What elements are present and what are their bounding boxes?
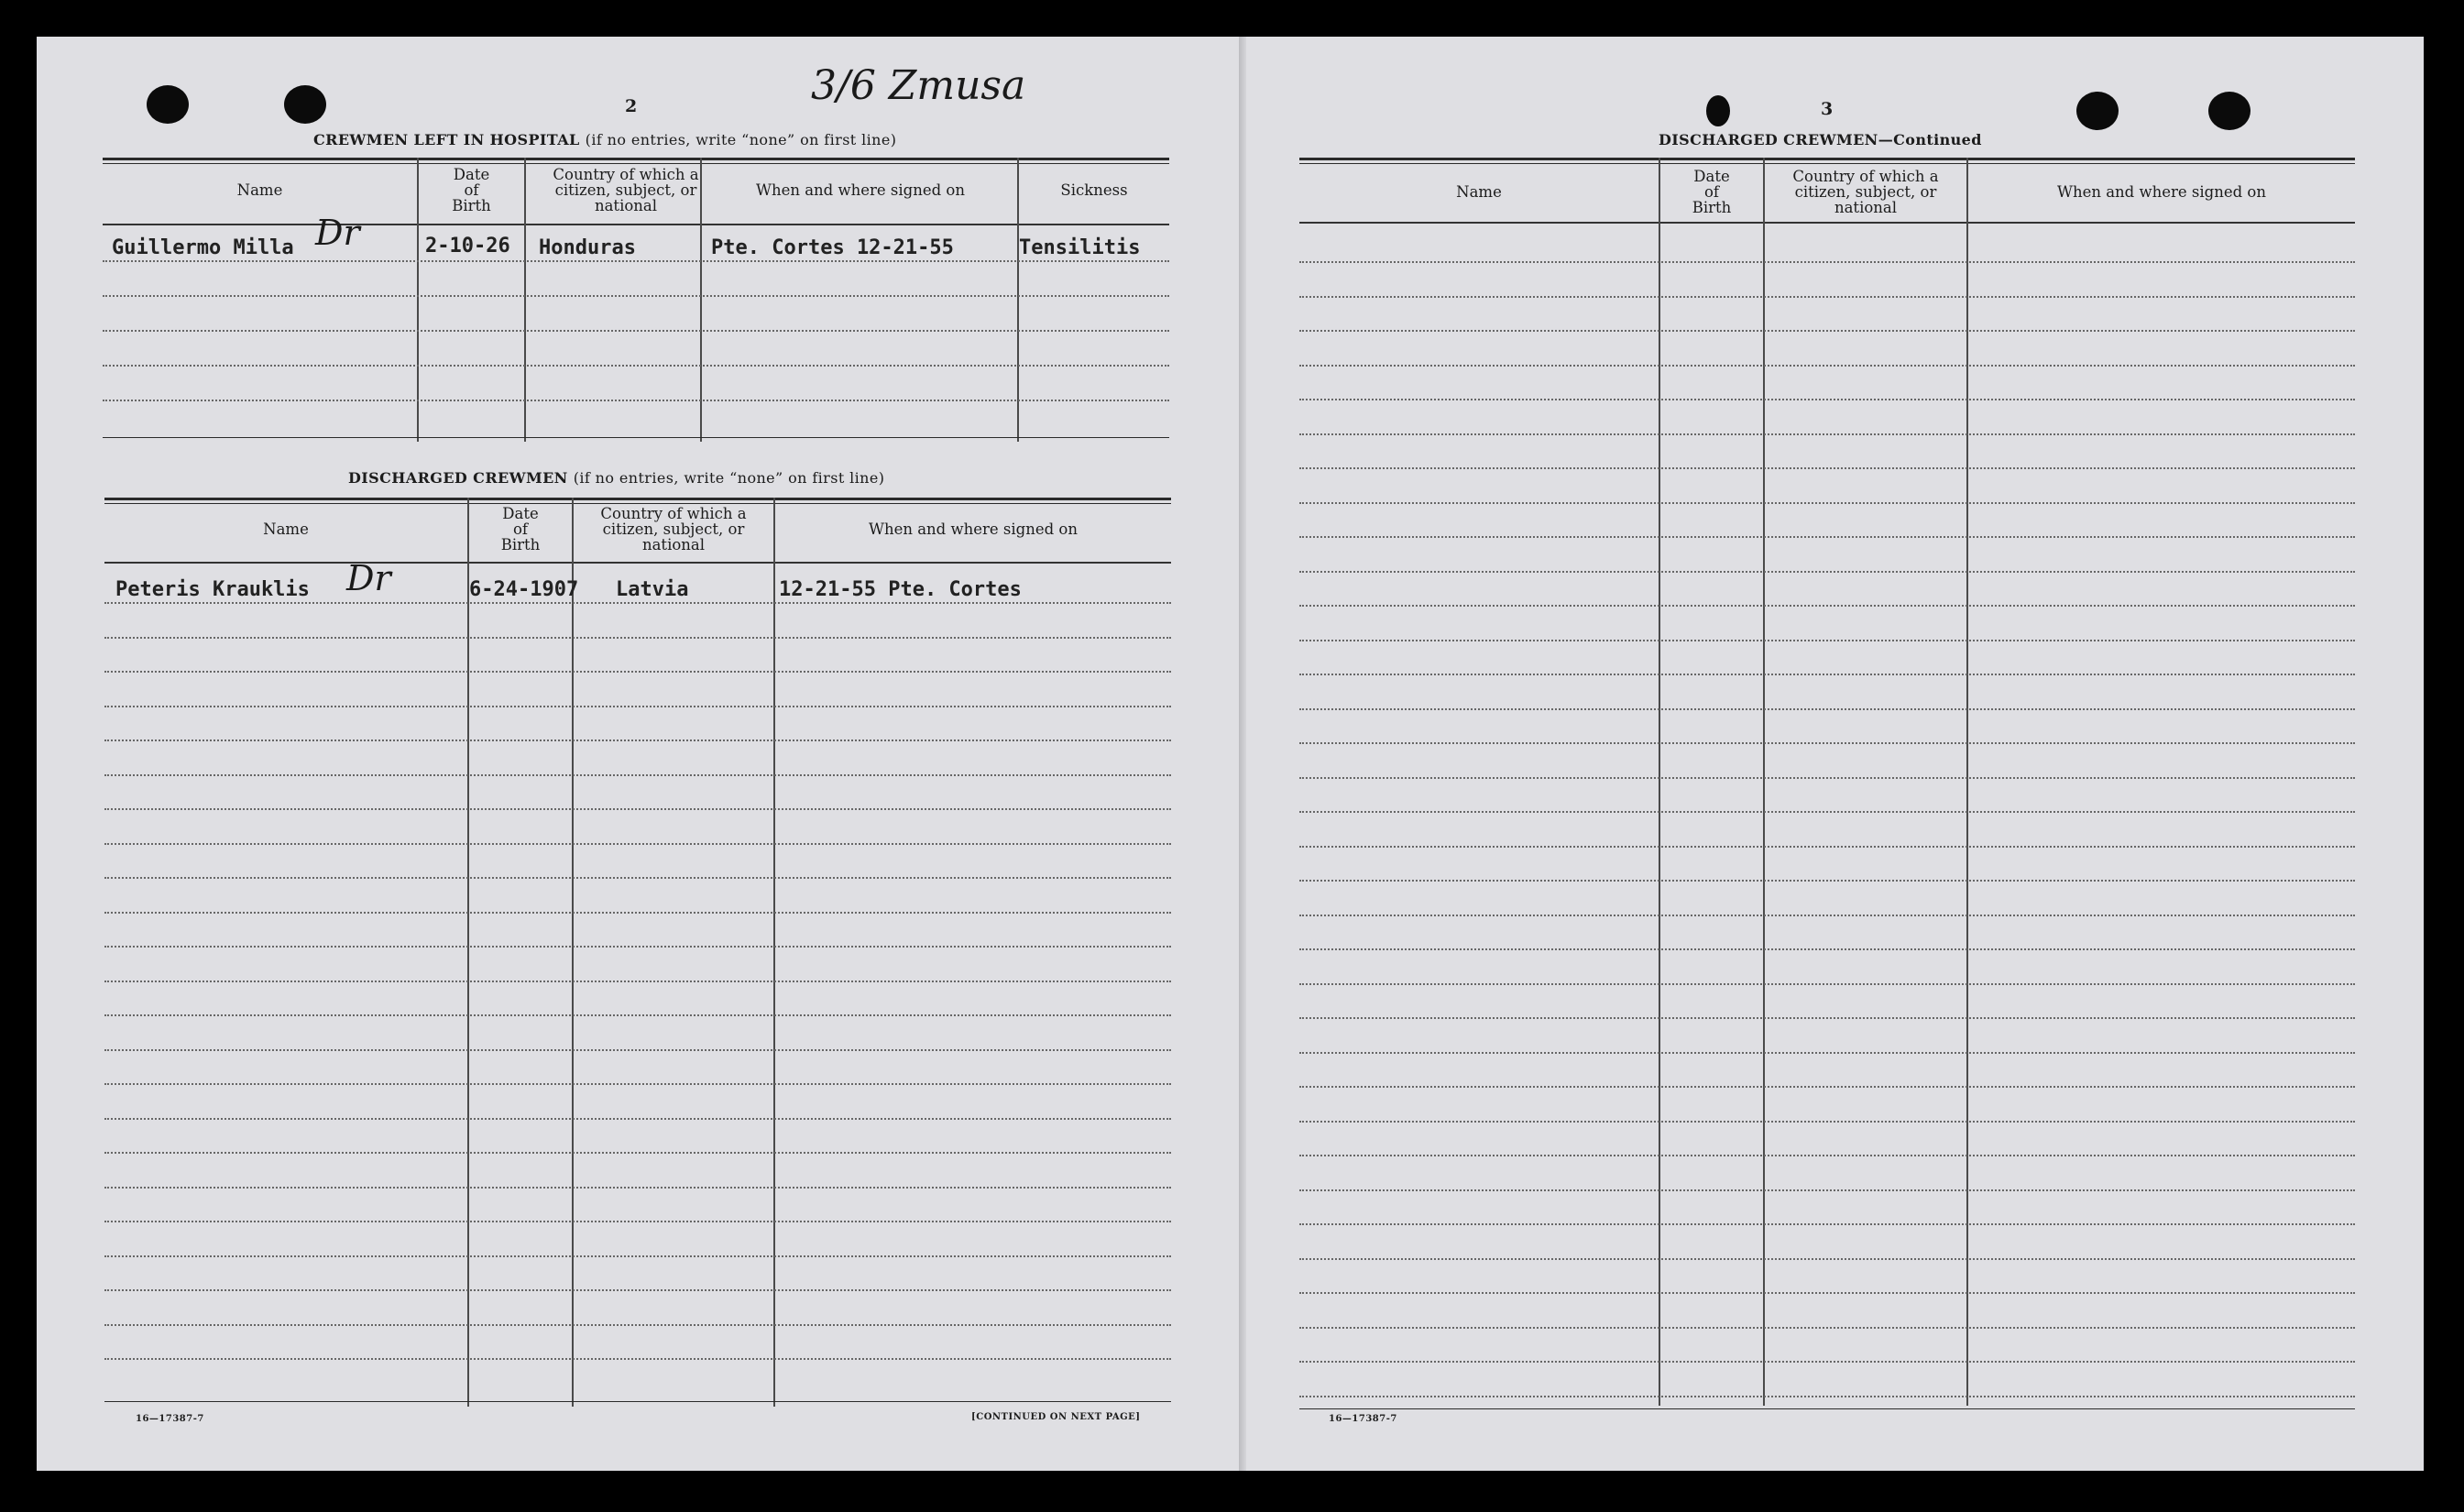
discharged-header-name: Name: [263, 520, 309, 538]
hospital-table: [103, 158, 1169, 442]
right-section-title: DISCHARGED CREWMEN—Continued: [1659, 131, 1982, 148]
row-line: [104, 1255, 1171, 1257]
hospital-header-sickness: Sickness: [1060, 181, 1128, 199]
row-line: [1299, 742, 2355, 744]
row-line: [1299, 536, 2355, 538]
row-line: [104, 1187, 1171, 1189]
table-bottom-rule: [103, 437, 1169, 438]
row-line: [1299, 571, 2355, 573]
row-line: [1299, 880, 2355, 882]
punch-hole: [2076, 92, 2119, 130]
right-header-country: Country of which a citizen, subject, or national: [1792, 167, 1939, 216]
row-line: [103, 260, 1169, 262]
hospital-row-sickness: Tensilitis: [1019, 236, 1141, 259]
hospital-row-name: Guillermo Milla: [112, 236, 294, 259]
row-line: [104, 843, 1171, 845]
page-fold: [1239, 37, 1246, 1471]
right-page-number: 3: [1821, 99, 1834, 119]
hospital-title-text: CREWMEN LEFT IN HOSPITAL: [313, 131, 580, 148]
table-bottom-rule: [104, 1401, 1171, 1402]
row-line: [104, 637, 1171, 639]
row-line: [104, 912, 1171, 914]
discharged-row-name: Peteris Krauklis: [115, 578, 310, 601]
row-line: [1299, 1155, 2355, 1156]
row-line: [104, 946, 1171, 948]
row-line: [1299, 1189, 2355, 1191]
row-line: [1299, 296, 2355, 298]
hospital-row-initials: Dr: [315, 213, 360, 253]
row-line: [1299, 1223, 2355, 1225]
row-line: [104, 808, 1171, 810]
row-line: [103, 295, 1169, 297]
discharged-row-dob: 6-24-1907: [469, 578, 579, 601]
header-bottom-rule: [103, 224, 1169, 225]
header-bottom-rule: [1299, 222, 2355, 224]
left-form-number: 16—17387-7: [136, 1414, 204, 1424]
row-line: [1299, 1396, 2355, 1397]
hospital-row-country: Honduras: [539, 236, 636, 259]
right-form-number: 16—17387-7: [1329, 1414, 1397, 1424]
hospital-section-title: [313, 131, 896, 148]
row-line: [1299, 1086, 2355, 1088]
column-divider: [1966, 158, 1968, 1406]
discharged-header-dob: Date of Birth: [500, 504, 541, 553]
row-line: [1299, 467, 2355, 469]
row-line: [1299, 1361, 2355, 1363]
row-line: [1299, 674, 2355, 675]
column-divider: [467, 498, 469, 1407]
discharged-section-title: [348, 469, 884, 487]
hospital-header-signed: When and where signed on: [756, 181, 965, 199]
column-divider: [773, 498, 775, 1407]
row-line: [103, 330, 1169, 332]
row-line: [104, 1324, 1171, 1326]
left-page-number: 2: [625, 96, 638, 116]
row-line: [1299, 1292, 2355, 1294]
row-line: [1299, 640, 2355, 641]
handwritten-note: 3/6 Zmusa: [811, 62, 1026, 109]
row-line: [1299, 708, 2355, 710]
right-discharged-table: [1299, 158, 2355, 1415]
discharged-row-signed: 12-21-55 Pte. Cortes: [779, 578, 1022, 601]
row-line: [104, 981, 1171, 982]
column-divider: [1763, 158, 1765, 1406]
punch-hole: [147, 85, 189, 124]
row-line: [1299, 1327, 2355, 1329]
row-line: [1299, 330, 2355, 332]
row-line: [1299, 1258, 2355, 1260]
discharged-header-signed: When and where signed on: [869, 520, 1078, 538]
row-line: [104, 877, 1171, 879]
row-line: [104, 1118, 1171, 1120]
hospital-row-dob: 2-10-26: [425, 235, 510, 257]
row-line: [104, 1221, 1171, 1222]
row-line: [1299, 433, 2355, 435]
punch-hole: [1706, 95, 1730, 126]
row-line: [1299, 1017, 2355, 1019]
row-line: [104, 1289, 1171, 1291]
column-divider: [572, 498, 574, 1407]
hospital-instruction-text: (if no entries, write “none” on first line): [585, 131, 897, 148]
row-line: [1299, 1121, 2355, 1123]
punch-hole: [2208, 92, 2250, 130]
discharged-table: [104, 498, 1171, 1407]
row-line: [104, 1014, 1171, 1016]
row-line: [1299, 777, 2355, 779]
right-header-name: Name: [1456, 182, 1502, 201]
row-line: [104, 1358, 1171, 1360]
row-line: [1299, 983, 2355, 985]
hospital-header-name: Name: [236, 181, 283, 199]
row-line: [1299, 1052, 2355, 1054]
row-line: [1299, 261, 2355, 263]
row-line: [103, 365, 1169, 367]
row-line: [1299, 399, 2355, 400]
discharged-row-initials: Dr: [346, 558, 391, 598]
hospital-row-signed: Pte. Cortes 12-21-55: [711, 236, 954, 259]
row-line: [1299, 811, 2355, 813]
row-line: [103, 400, 1169, 401]
row-line: [1299, 502, 2355, 504]
row-line: [104, 740, 1171, 741]
right-header-dob: Date of Birth: [1692, 167, 1732, 216]
hospital-header-country: Country of which a citizen, subject, or national: [553, 165, 699, 214]
discharged-row-country: Latvia: [616, 578, 689, 601]
discharged-header-country: Country of which a citizen, subject, or national: [600, 504, 747, 553]
table-bottom-rule: [1299, 1408, 2355, 1409]
row-line: [1299, 365, 2355, 367]
row-line: [104, 1152, 1171, 1154]
column-divider: [1659, 158, 1660, 1406]
hospital-header-dob: Date of Birth: [452, 165, 491, 214]
row-line: [104, 602, 1171, 604]
row-line: [104, 1049, 1171, 1051]
row-line: [1299, 915, 2355, 916]
row-line: [1299, 846, 2355, 848]
continued-note: [CONTINUED ON NEXT PAGE]: [971, 1412, 1141, 1422]
discharged-instruction-text: (if no entries, write “none” on first line): [573, 469, 885, 487]
right-header-signed: When and where signed on: [2057, 182, 2266, 201]
row-line: [1299, 948, 2355, 950]
row-line: [104, 671, 1171, 673]
row-line: [104, 774, 1171, 776]
row-line: [104, 706, 1171, 707]
header-bottom-rule: [104, 562, 1171, 564]
punch-hole: [284, 85, 326, 124]
row-line: [104, 1083, 1171, 1085]
discharged-title-text: DISCHARGED CREWMEN: [348, 469, 568, 487]
row-line: [1299, 605, 2355, 607]
